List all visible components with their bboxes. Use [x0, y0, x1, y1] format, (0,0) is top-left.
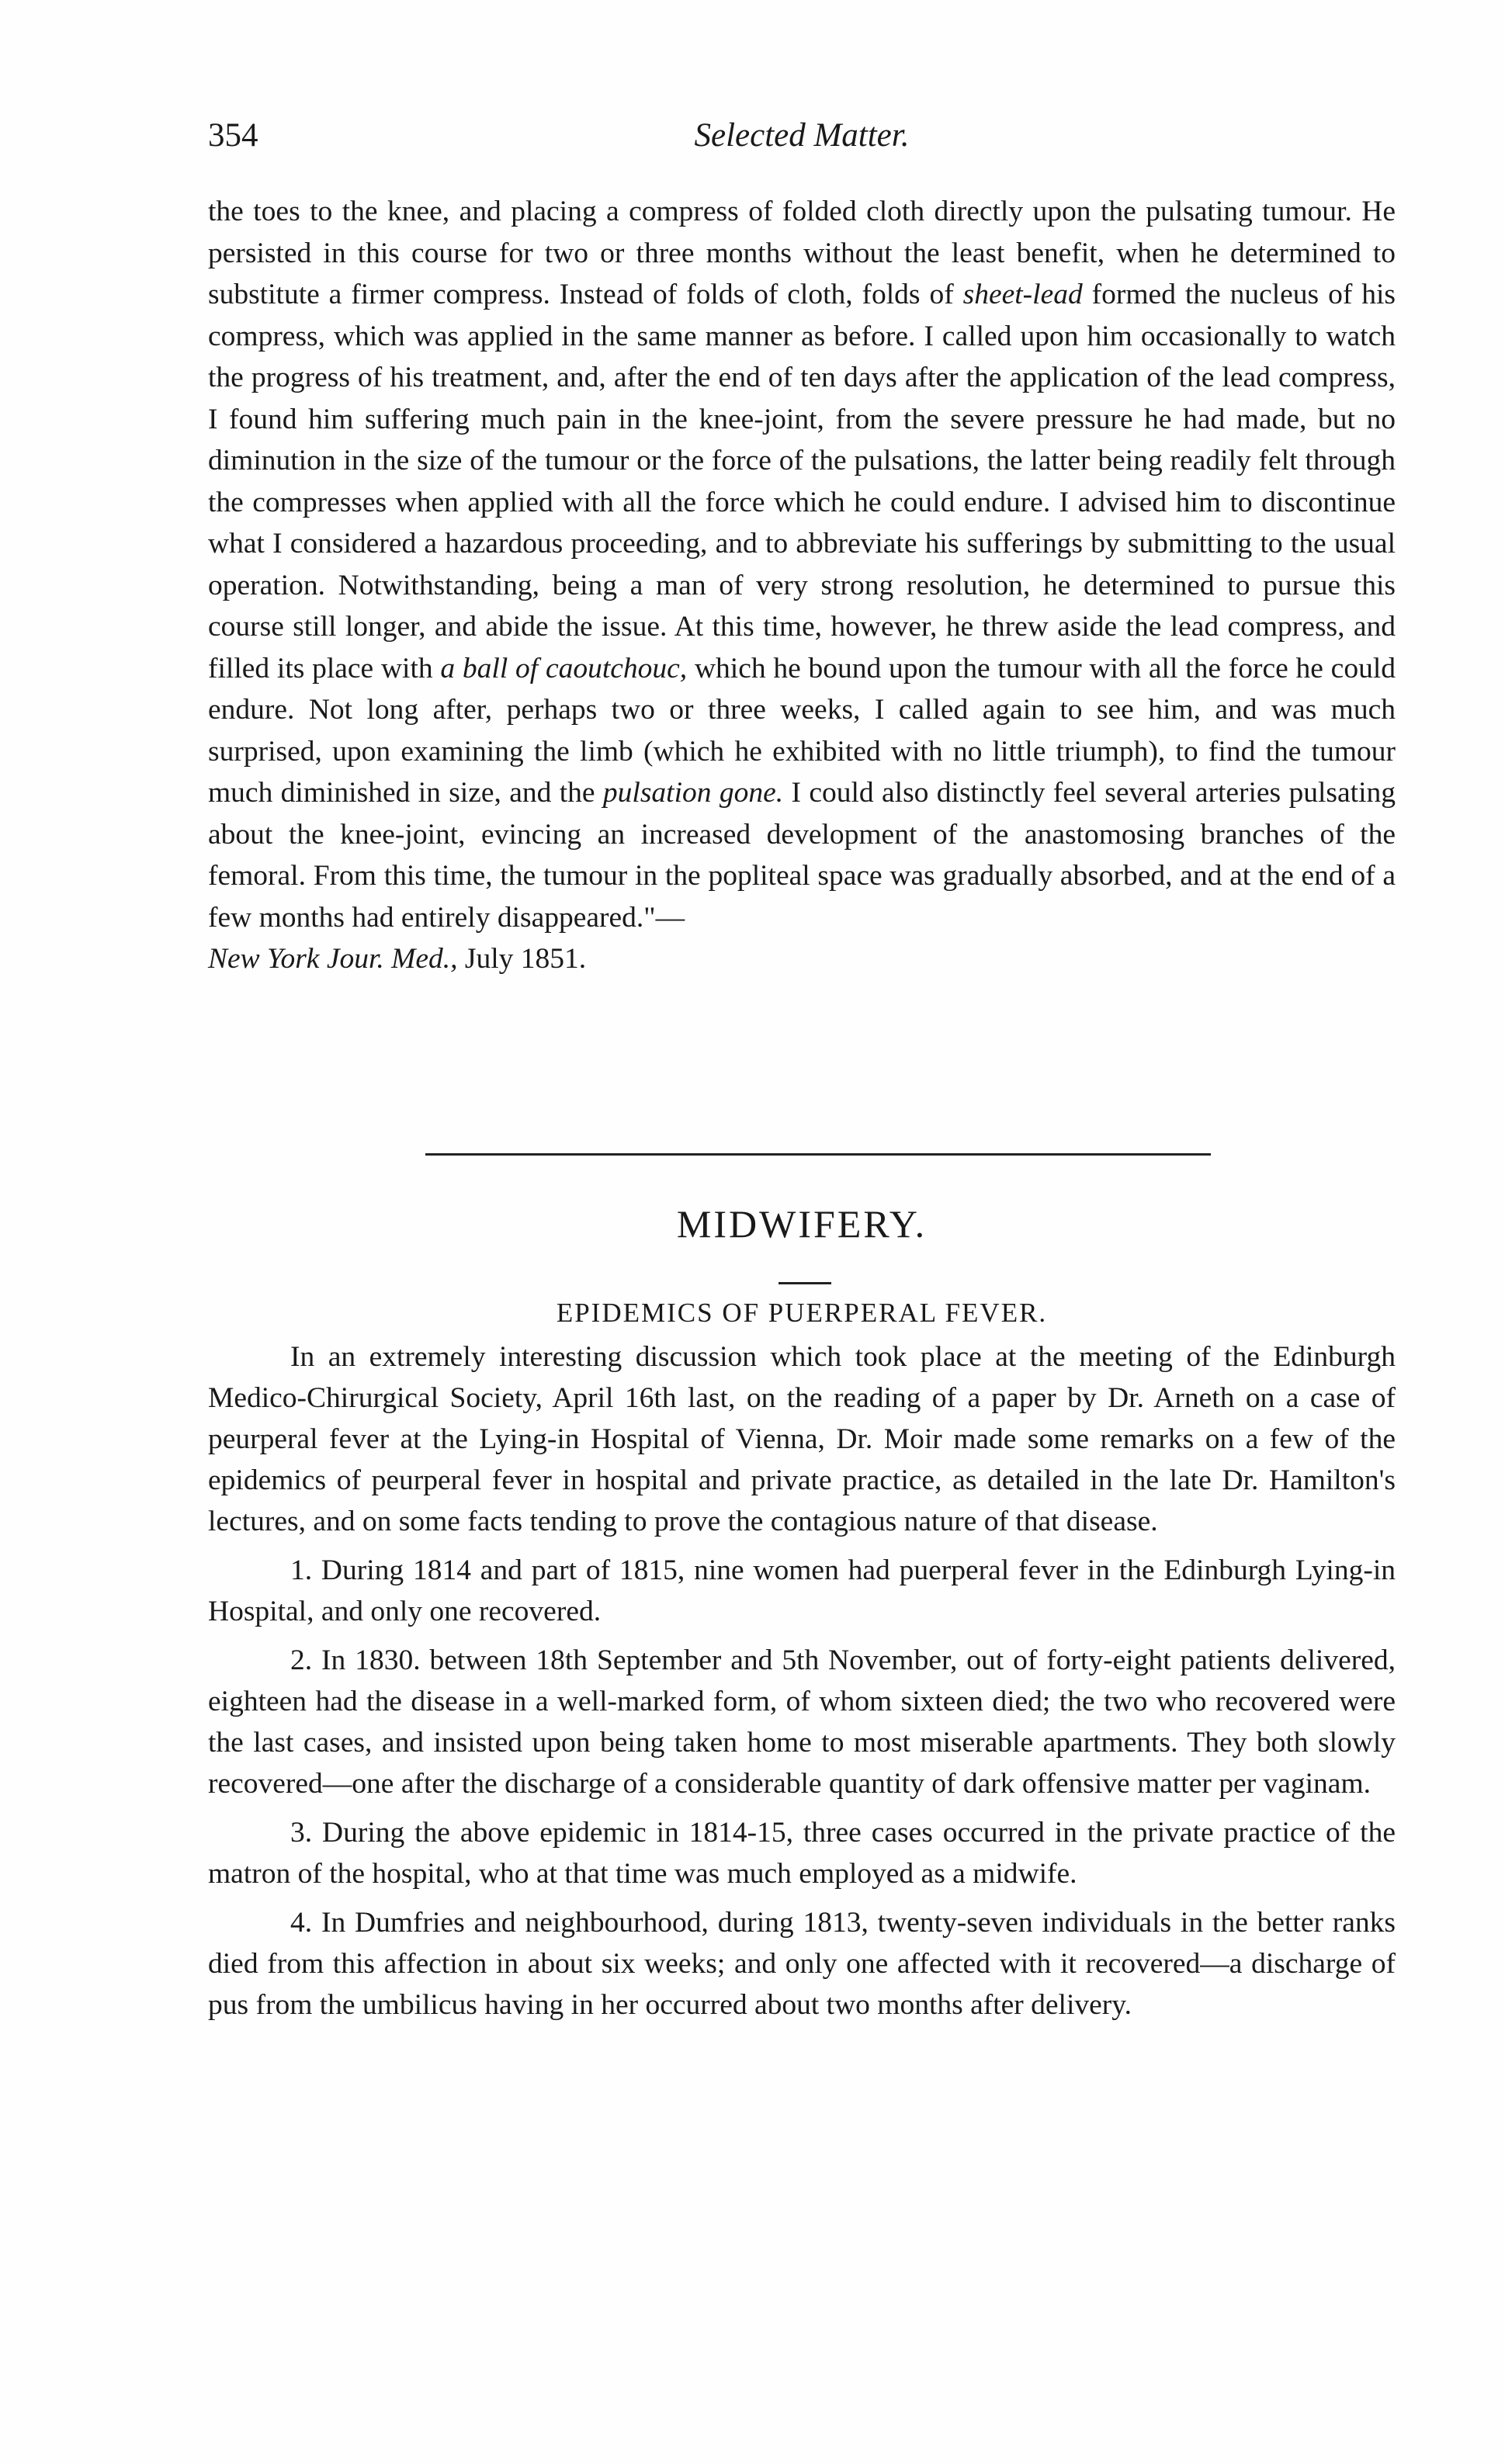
- text-run: the toes to the knee, and placing a compress of folded cloth directly upon the pulsating tumour. He persisted in this course for two or three months without the least benefit, when he determined to substitute a firmer compress. Instead of folds of cloth, folds of: [208, 196, 1396, 310]
- citation: New York Jour. Med.,: [208, 943, 458, 975]
- text-run: formed the nucleus of his compress, which was applied in the same manner as before. I called upon him occasionally to watch the progress of his treatment, and, after the end of ten days after the application of the lead compress, I found him suffering much pain in the knee-joint, from the severe pressure he had made, but no diminution in the size of the tumour or the force of the pulsations, the latter being readily felt through the compresses when applied with all the force which he could endure. I advised him to discontinue what I considered a hazardous proceeding, and to abbreviate his sufferings by submitting to the usual operation. Notwithstanding, being a man of very strong resolution, he determined to pursue this course still longer, and abide the issue. At this time, however, he threw aside the lead compress, and filled its place with: [208, 279, 1396, 684]
- numbered-paragraph: 1. During 1814 and part of 1815, nine women had puerperal fever in the Edinburgh Lying-in Hospital, and only one recovered.: [208, 1554, 1396, 1627]
- text-run: which he bound upon the tumour with all the force he could endure. Not long after, perhaps two or three weeks, I called again to see him, and was much surprised, upon examining the limb (which he exhibited with no little triumph), to find the tumour much diminished in size, and the: [208, 652, 1396, 809]
- section-subtitle: EPIDEMICS OF PUERPERAL FEVER.: [556, 1298, 1048, 1328]
- section-body: [208, 1336, 1396, 2026]
- title-rule: [779, 1282, 831, 1284]
- text-run: I could also distinctly feel several arteries pulsating about the knee-joint, evincing an increased development of the anastomosing branches of the femoral. From this time, the tumour in the popliteal space was gradually absorbed, and at the end of a few months had entirely disappeared."—: [208, 777, 1396, 934]
- citation-date: July 1851.: [457, 943, 587, 975]
- running-title: Selected Matter.: [694, 117, 910, 154]
- numbered-paragraph: 3. During the above epidemic in 1814-15, three cases occurred in the private practice of the matron of the hospital, who at that time was much employed as a midwife.: [208, 1817, 1396, 1890]
- page-header: [208, 116, 1396, 163]
- continued-paragraph: [208, 191, 1396, 980]
- numbered-paragraph: 2. In 1830. between 18th September and 5th November, out of forty-eight patients delivered, eighteen had the disease in a well-marked form, of whom sixteen died; the two who recovered were the last cases, and insisted upon being taken home to most miserable apartments. They both slowly recovered—one after the discharge of a considerable quantity of dark offensive matter per vaginam.: [208, 1644, 1396, 1800]
- section-divider: [425, 1153, 1211, 1156]
- section-title: MIDWIFERY.: [676, 1202, 928, 1246]
- emphasis-caoutchouc: a ball of caoutchouc,: [440, 652, 688, 684]
- intro-paragraph: In an extremely interesting discussion which took place at the meeting of the Edinburgh Medico-Chirurgical Society, April 16th last, on the reading of a paper by Dr. Arneth on a case of peurperal fever at the Lying-in Hospital of Vienna, Dr. Moir made some remarks on a few of the epidemics of peurperal fever in hospital and private practice, as detailed in the late Dr. Hamilton's lectures, and on some facts tending to prove the contagious nature of that disease.: [208, 1341, 1396, 1537]
- numbered-paragraph: 4. In Dumfries and neighbourhood, during 1813, twenty-seven individuals in the better ranks died from this affection in about six weeks; and only one affected with it recovered—a discharge of pus from the umbilicus having in her occurred about two months after delivery.: [208, 1907, 1396, 2021]
- emphasis-pulsation-gone: pulsation gone.: [602, 777, 784, 809]
- emphasis-sheet-lead: sheet-lead: [962, 279, 1083, 310]
- body-paragraph: [208, 191, 1396, 980]
- page-number: 354: [208, 117, 258, 154]
